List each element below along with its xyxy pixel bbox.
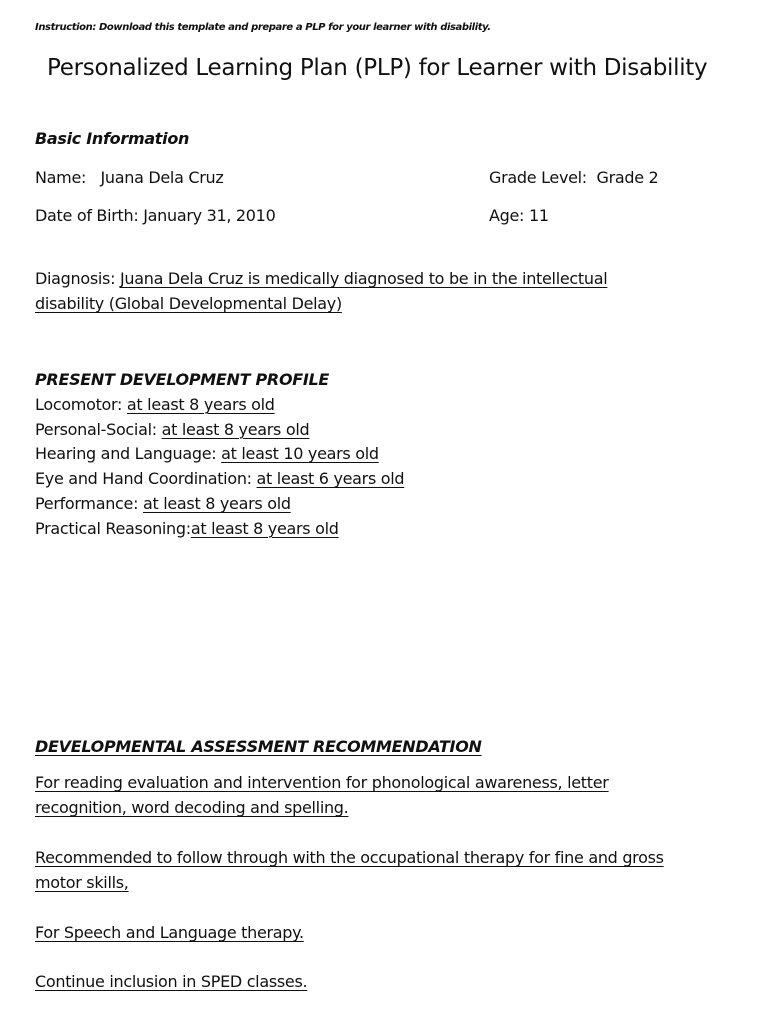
age-label: Age: (489, 206, 525, 225)
recommendation-line1: Recommended to follow through with the occupational therapy for fine and gross (35, 848, 664, 867)
name-value: Juana Dela Cruz (100, 168, 224, 187)
present-development-profile (35, 368, 404, 542)
recommendation-line2: recognition, word decoding and spelling. (35, 798, 349, 817)
profile-item-label: Performance: (35, 493, 143, 513)
recommendation-item (35, 920, 755, 945)
recommendation-line1: For Speech and Language therapy. (35, 923, 304, 942)
recommendation-item (35, 770, 755, 820)
profile-item-personal-social (35, 418, 404, 443)
recommendation-line2: motor skills, (35, 873, 129, 892)
name-label: Name: (35, 168, 87, 187)
profile-item-value: at least 8 years old (161, 419, 310, 439)
grade-label: Grade Level: (489, 168, 587, 187)
profile-item-value: at least 10 years old (221, 444, 379, 464)
dob-row (35, 206, 275, 225)
diagnosis-value-line2: disability (Global Developmental Delay) (35, 294, 342, 313)
diagnosis-value-line1: Juana Dela Cruz is medically diagnosed to be in the intellectual (119, 269, 608, 288)
basic-information-heading: Basic Information (35, 129, 190, 148)
recommendation-line1: For reading evaluation and intervention for phonological awareness, letter (35, 773, 609, 792)
profile-heading: PRESENT DEVELOPMENT PROFILE (35, 370, 330, 389)
profile-item-label: Eye and Hand Coordination: (35, 469, 257, 489)
profile-item-hearing-language (35, 442, 404, 467)
recommendation-item (35, 969, 755, 994)
profile-item-value: at least 8 years old (126, 394, 275, 414)
profile-item-performance (35, 492, 404, 517)
profile-item-label: Personal-Social: (35, 419, 162, 439)
page-title: Personalized Learning Plan (PLP) for Learner with Disability (47, 55, 708, 81)
recommendation-line1: Continue inclusion in SPED classes. (35, 972, 308, 991)
profile-item-label: Hearing and Language: (35, 444, 222, 464)
profile-item-value: at least 8 years old (190, 518, 339, 538)
diagnosis-label: Diagnosis: (35, 269, 116, 288)
profile-item-value: at least 6 years old (256, 469, 405, 489)
age-row (489, 206, 549, 225)
profile-item-eye-hand (35, 467, 404, 492)
dob-value: January 31, 2010 (143, 206, 276, 225)
diagnosis-block (35, 266, 735, 316)
recommendation-heading: DEVELOPMENTAL ASSESSMENT RECOMMENDATION (35, 737, 482, 756)
grade-row (489, 168, 658, 187)
profile-item-practical-reasoning (35, 517, 404, 542)
profile-item-label: Practical Reasoning: (35, 518, 191, 538)
dob-label: Date of Birth: (35, 206, 139, 225)
profile-item-label: Locomotor: (35, 394, 127, 414)
grade-value: Grade 2 (596, 168, 659, 187)
instruction-text: Instruction: Download this template and prepare a PLP for your learner with disability. (35, 22, 491, 33)
profile-item-value: at least 8 years old (142, 493, 291, 513)
profile-item-locomotor (35, 393, 404, 418)
recommendation-item (35, 845, 755, 895)
name-row (35, 168, 223, 187)
age-value: 11 (528, 206, 549, 225)
